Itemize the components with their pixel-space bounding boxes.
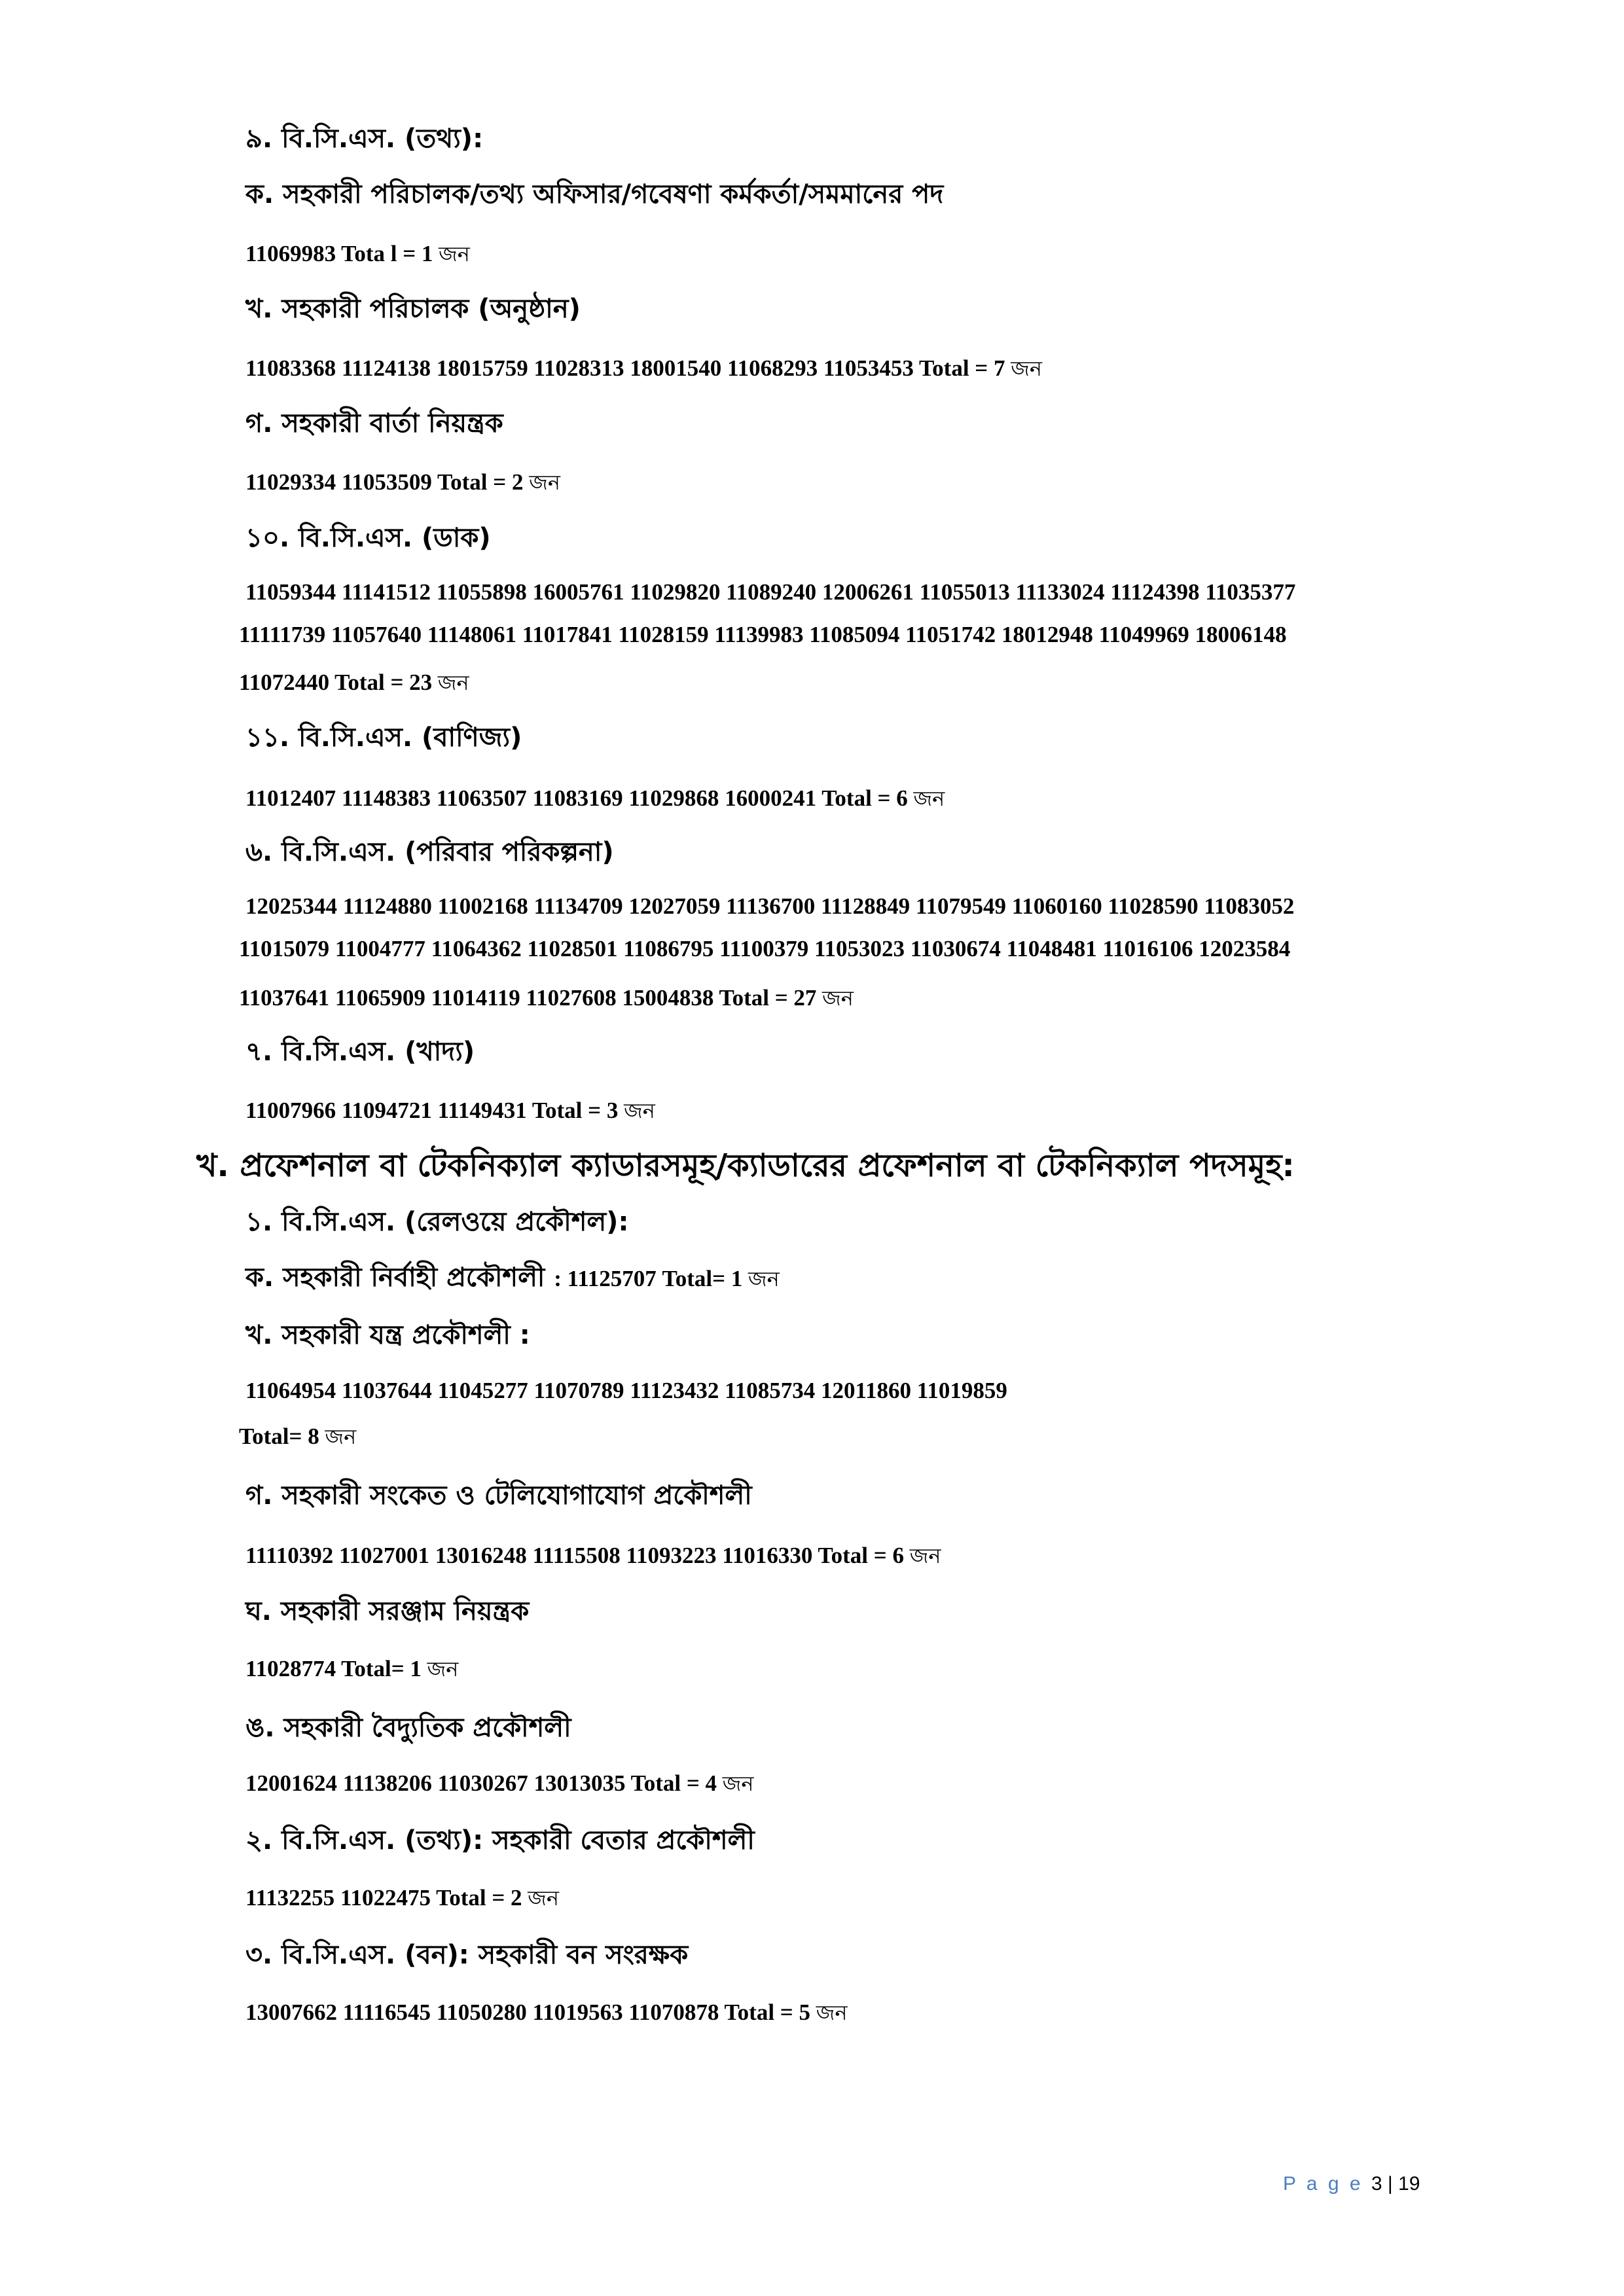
doc-line-23 [245,1314,530,1358]
doc-line-31 [245,1767,754,1803]
post-title: ক. সহকারী নির্বাহী প্রকৌশলী [245,1263,554,1293]
section-heading: গ. সহকারী সংকেত ও টেলিযোগাযোগ প্রকৌশলী [245,1480,752,1511]
section-heading: গ. সহকারী বার্তা নিয়ন্ত্রক [245,408,503,439]
section-heading: ঘ. সহকারী সরঞ্জাম নিয়ন্ত্রক [245,1596,530,1626]
doc-line-32 [245,1820,755,1863]
section-heading: ঙ. সহকারী বৈদ্যুতিক প্রকৌশলী [245,1713,571,1743]
doc-line-7 [245,466,560,501]
doc-line-19 [245,1094,655,1130]
registration-numbers: Total= 8 [239,1424,325,1449]
registration-numbers: 11007966 11094721 11149431 Total = 3 [245,1098,624,1123]
doc-line-17 [239,982,854,1017]
doc-line-9 [245,579,1295,605]
footer-page-number: 3 [1371,2173,1382,2195]
doc-line-4 [245,288,581,332]
registration-numbers: 11064954 11037644 11045277 11070789 11123432 11085734 12011860 11019859 [245,1378,1007,1403]
registration-numbers: 11012407 11148383 11063507 11083169 11029868 16000241 Total = 6 [245,785,914,811]
registration-numbers: 11072440 Total = 23 [239,670,438,695]
section-heading: ১. বি.সি.এস. (রেলওয়ে প্রকৌশল): [245,1207,629,1237]
section-heading: ২. বি.সি.এস. (তথ্য): সহকারী বেতার প্রকৌশলী [245,1825,755,1856]
registration-numbers: 11015079 11004777 11064362 11028501 11086795 11100379 11053023 11030674 11048481 11016106 12023584 [239,936,1291,961]
person-unit-label: জন [1011,356,1042,381]
person-unit-label: জন [748,1266,780,1291]
doc-line-16 [239,936,1290,962]
doc-line-11 [239,666,469,702]
doc-line-12 [245,717,522,761]
section-heading: খ. সহকারী পরিচালক (অনুষ্ঠান) [245,294,581,324]
registration-numbers: 11028774 Total= 1 [245,1656,427,1681]
registration-numbers: 11110392 11027001 13016248 11115508 11093223 11016330 Total = 6 [245,1543,910,1568]
section-heading: ১০. বি.সি.এস. (ডাক) [245,523,491,553]
registration-numbers: : 11125707 Total= 1 [554,1266,749,1291]
person-unit-label: জন [722,1771,754,1796]
registration-numbers: 11029334 11053509 Total = 2 [245,469,530,495]
doc-line-3 [245,238,470,273]
doc-line-26 [245,1475,752,1518]
footer-label: P a g e [1283,2173,1363,2195]
doc-line-21 [245,1201,628,1245]
doc-line-2 [245,173,943,217]
page-footer [1283,2173,1420,2195]
doc-line-22 [245,1257,780,1300]
registration-numbers: 11111739 11057640 11148061 11017841 11028159 11139983 11085094 11051742 18012948 11049969 18006148 [239,622,1287,647]
doc-line-18 [245,1031,475,1075]
major-heading: খ. প্রফেশনাল বা টেকনিক্যাল ক্যাডারসমূহ/ক্যাডারের প্রফেশনাল বা টেকনিক্যাল পদসমূহ: [196,1147,1295,1184]
doc-line-25 [239,1420,356,1456]
person-unit-label: জন [822,986,854,1011]
person-unit-label: জন [909,1543,941,1568]
person-unit-label: জন [325,1424,357,1449]
person-unit-label: জন [437,670,469,695]
doc-line-8 [245,517,491,561]
person-unit-label: জন [427,1657,459,1681]
registration-numbers: 11037641 11065909 11014119 11027608 15004838 Total = 27 [239,985,823,1011]
doc-line-30 [245,1707,571,1751]
footer-total-pages: 19 [1398,2173,1420,2195]
person-unit-label: জন [624,1098,655,1123]
section-heading: ৭. বি.সি.এস. (খাদ্য) [245,1037,475,1067]
doc-line-34 [245,1934,688,1978]
registration-numbers: 12025344 11124880 11002168 11134709 12027059 11136700 11128849 11079549 11060160 11028590 11083052 [245,893,1295,919]
section-heading: খ. সহকারী যন্ত্র প্রকৌশলী : [245,1320,530,1350]
section-heading: ৩. বি.সি.এস. (বন): সহকারী বন সংরক্ষক [245,1940,689,1970]
person-unit-label: জন [439,242,470,266]
person-unit-label: জন [913,786,945,811]
registration-numbers: 12001624 11138206 11030267 13013035 Total = 4 [245,1770,723,1796]
doc-line-24 [245,1378,1007,1404]
section-heading: ৯. বি.সি.এস. (তথ্য): [245,124,484,154]
doc-line-33 [245,1882,559,1917]
registration-numbers: 11083368 11124138 18015759 11028313 18001540 11068293 11053453 Total = 7 [245,355,1011,381]
doc-line-27 [245,1539,941,1575]
registration-numbers: 13007662 11116545 11050280 11019563 11070878 Total = 5 [245,2000,816,2025]
section-heading: ক. সহকারী পরিচালক/তথ্য অফিসার/গবেষণা কর্মকর্তা/সমমানের পদ [245,179,944,209]
person-unit-label: জন [529,470,560,495]
doc-line-28 [245,1590,529,1634]
doc-line-13 [245,782,945,817]
registration-numbers: 11059344 11141512 11055898 16005761 11029820 11089240 12006261 11055013 11133024 11124398 11035377 [245,579,1296,605]
doc-line-1 [245,118,483,162]
registration-numbers: 11069983 Tota l = 1 [245,241,439,266]
doc-line-15 [245,893,1294,920]
footer-separator: | [1382,2173,1399,2195]
doc-line-5 [245,352,1042,387]
doc-line-20 [196,1142,1295,1194]
doc-line-6 [245,403,503,446]
section-heading: ৬. বি.সি.এস. (পরিবার পরিকল্পনা) [245,837,614,867]
doc-line-14 [245,831,614,875]
person-unit-label: জন [816,2000,848,2025]
doc-line-29 [245,1653,458,1688]
person-unit-label: জন [528,1886,560,1910]
registration-numbers: 11132255 11022475 Total = 2 [245,1885,528,1910]
doc-line-10 [239,622,1286,648]
doc-line-35 [245,1996,847,2032]
section-heading: ১১. বি.সি.এস. (বাণিজ্য) [245,723,522,753]
